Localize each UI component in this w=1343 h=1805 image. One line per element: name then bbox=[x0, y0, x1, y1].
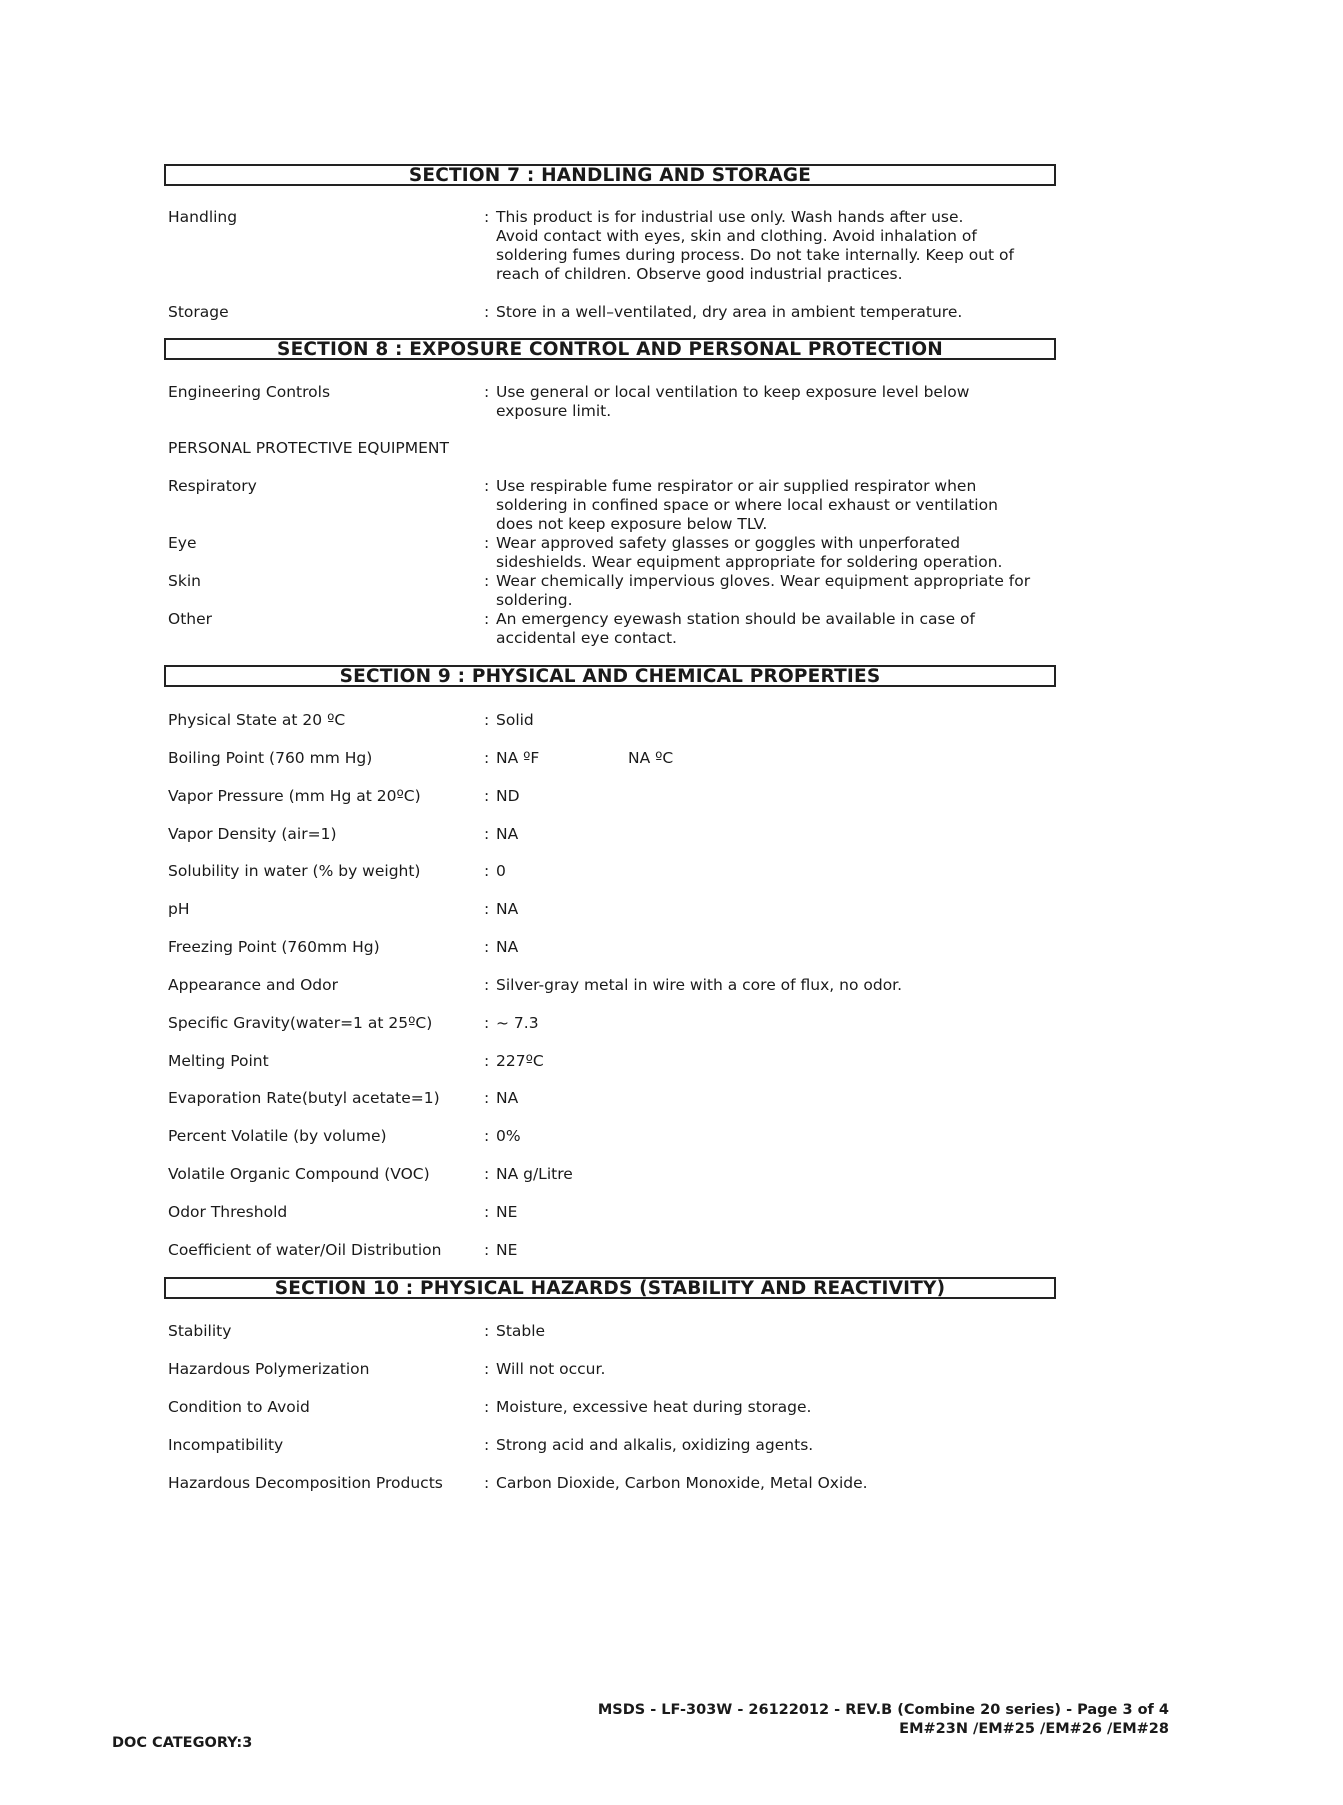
handling-line: Avoid contact with eyes, skin and clothing. Avoid inhalation of bbox=[496, 227, 977, 245]
footer-document-id: MSDS - LF-303W - 26122012 - REV.B (Combine 20 series) - Page 3 of 4 bbox=[597, 1702, 1169, 1718]
hazard-label: Hazardous Polymerization bbox=[168, 1360, 370, 1378]
respiratory-label: Respiratory bbox=[168, 477, 257, 495]
other-label: Other bbox=[168, 610, 213, 628]
engineering-controls-label: Engineering Controls bbox=[168, 383, 331, 401]
hazard-label: Condition to Avoid bbox=[168, 1398, 310, 1416]
property-label: Volatile Organic Compound (VOC) bbox=[168, 1165, 430, 1183]
storage-label: Storage bbox=[168, 303, 229, 321]
property-value-celsius: NA ºC bbox=[628, 749, 674, 767]
property-label: Melting Point bbox=[168, 1052, 269, 1070]
section-7-header: SECTION 7 : HANDLING AND STORAGE bbox=[164, 164, 1056, 186]
ppe-heading: PERSONAL PROTECTIVE EQUIPMENT bbox=[168, 439, 449, 457]
property-label: Evaporation Rate(butyl acetate=1) bbox=[168, 1089, 440, 1107]
respiratory-value: : Use respirable fume respirator or air supplied respirator when soldering in confined space or where local exhaust or ventilation does not keep exposure below TLV. bbox=[484, 477, 998, 533]
property-value: : NA g/Litre bbox=[484, 1165, 573, 1183]
property-label: Vapor Density (air=1) bbox=[168, 825, 337, 843]
storage-value: : Store in a well–ventilated, dry area in ambient temperature. bbox=[484, 303, 963, 321]
handling-value: : This product is for industrial use only. Wash hands after use. Avoid contact with eyes, skin and clothing. Avoid inhalation of soldering fumes during process. Do not take internally. Keep out of reach of children. Observe good industrial practices. bbox=[484, 208, 1059, 284]
property-label: Freezing Point (760mm Hg) bbox=[168, 938, 380, 956]
hazard-value: : Carbon Dioxide, Carbon Monoxide, Metal Oxide. bbox=[484, 1474, 868, 1492]
hazard-label: Incompatibility bbox=[168, 1436, 284, 1454]
property-value: : NE bbox=[484, 1203, 518, 1221]
handling-line: reach of children. Observe good industrial practices. bbox=[496, 265, 903, 283]
other-value: : An emergency eyewash station should be available in case of accidental eye contact. bbox=[484, 610, 975, 647]
hazard-value: : Stable bbox=[484, 1322, 546, 1340]
property-value: : NA bbox=[484, 1089, 519, 1107]
hazard-value: : Will not occur. bbox=[484, 1360, 606, 1378]
property-value: : Solid bbox=[484, 711, 534, 729]
property-label: Odor Threshold bbox=[168, 1203, 288, 1221]
property-value: : NE bbox=[484, 1241, 518, 1259]
doc-category: DOC CATEGORY:3 bbox=[112, 1735, 253, 1751]
footer-product-codes: EM#23N /EM#25 /EM#26 /EM#28 bbox=[899, 1721, 1169, 1737]
property-label: Percent Volatile (by volume) bbox=[168, 1127, 387, 1145]
handling-line: This product is for industrial use only. Wash hands after use. bbox=[496, 208, 964, 226]
skin-value: : Wear chemically impervious gloves. Wear equipment appropriate for soldering. bbox=[484, 572, 1031, 609]
skin-label: Skin bbox=[168, 572, 201, 590]
handling-label: Handling bbox=[168, 208, 238, 226]
property-value: : 0 bbox=[484, 862, 506, 880]
property-value: : NA bbox=[484, 900, 519, 918]
property-value: : ~ 7.3 bbox=[484, 1014, 539, 1032]
property-label: Solubility in water (% by weight) bbox=[168, 862, 421, 880]
property-label: pH bbox=[168, 900, 190, 918]
property-value: : NA bbox=[484, 825, 519, 843]
section-8-header: SECTION 8 : EXPOSURE CONTROL AND PERSONAL PROTECTION bbox=[164, 338, 1056, 360]
hazard-label: Stability bbox=[168, 1322, 232, 1340]
handling-line: soldering fumes during process. Do not take internally. Keep out of bbox=[496, 246, 1014, 264]
section-9-header: SECTION 9 : PHYSICAL AND CHEMICAL PROPERTIES bbox=[164, 665, 1056, 687]
property-value: : Silver-gray metal in wire with a core of flux, no odor. bbox=[484, 976, 903, 994]
property-label: Physical State at 20 ºC bbox=[168, 711, 346, 729]
section-10-header: SECTION 10 : PHYSICAL HAZARDS (STABILITY AND REACTIVITY) bbox=[164, 1277, 1056, 1299]
property-label: Boiling Point (760 mm Hg) bbox=[168, 749, 373, 767]
property-value: : 0% bbox=[484, 1127, 521, 1145]
hazard-label: Hazardous Decomposition Products bbox=[168, 1474, 443, 1492]
property-label: Vapor Pressure (mm Hg at 20ºC) bbox=[168, 787, 421, 805]
hazard-value: : Moisture, excessive heat during storage. bbox=[484, 1398, 812, 1416]
property-label: Appearance and Odor bbox=[168, 976, 338, 994]
eye-value: : Wear approved safety glasses or goggles with unperforated sideshields. Wear equipment appropriate for soldering operation. bbox=[484, 534, 1003, 571]
property-value: : ND bbox=[484, 787, 520, 805]
property-value: : 227ºC bbox=[484, 1052, 544, 1070]
property-value: : NA ºF bbox=[484, 749, 540, 767]
hazard-value: : Strong acid and alkalis, oxidizing agents. bbox=[484, 1436, 814, 1454]
property-value: : NA bbox=[484, 938, 519, 956]
property-label: Coefficient of water/Oil Distribution bbox=[168, 1241, 442, 1259]
property-label: Specific Gravity(water=1 at 25ºC) bbox=[168, 1014, 433, 1032]
document-footer bbox=[598, 1701, 1169, 1739]
eye-label: Eye bbox=[168, 534, 197, 552]
engineering-controls-value: : Use general or local ventilation to keep exposure level below exposure limit. bbox=[484, 383, 970, 420]
